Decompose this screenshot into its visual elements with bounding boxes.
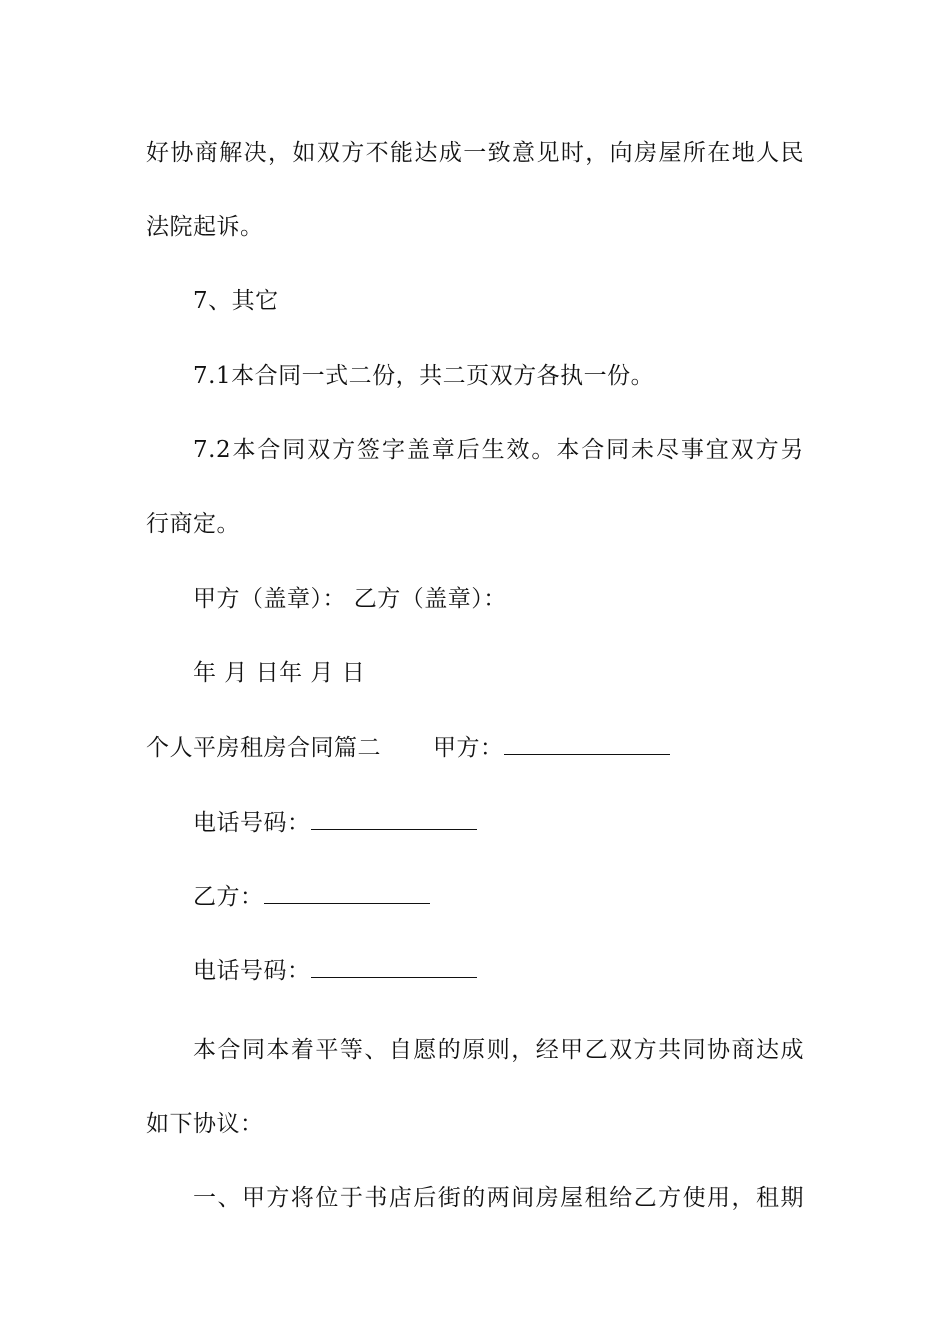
contract-title-row	[146, 733, 670, 763]
paragraph-line: 7.1本合同一式二份，共二页双方各执一份。	[193, 363, 655, 389]
phone-a-label: 电话号码：	[193, 810, 311, 836]
phone-a-blank	[311, 809, 477, 830]
paragraph-line: 7.2本合同双方签字盖章后生效。本合同未尽事宜双方另	[193, 437, 804, 463]
phone-a-row	[193, 808, 477, 838]
paragraph-line: 好协商解决，如双方不能达成一致意见时，向房屋所在地人民	[146, 140, 804, 166]
phone-b-blank	[311, 957, 477, 978]
paragraph-line: 如下协议：	[146, 1111, 264, 1137]
party-a-blank	[504, 734, 670, 755]
paragraph-line: 一、甲方将位于书店后街的两间房屋租给乙方使用，租期	[193, 1185, 804, 1211]
phone-b-row	[193, 956, 477, 986]
paragraph-line: 本合同本着平等、自愿的原则，经甲乙双方共同协商达成	[193, 1037, 804, 1063]
party-a-label: 甲方：	[433, 735, 504, 761]
contract-title: 个人平房租房合同篇二	[146, 735, 381, 761]
party-b-label: 乙方：	[193, 884, 264, 910]
paragraph-line: 行商定。	[146, 511, 240, 537]
party-b-row	[193, 882, 430, 912]
signature-line: 甲方（盖章）： 乙方（盖章）：	[193, 586, 507, 612]
paragraph-line: 法院起诉。	[146, 214, 264, 240]
party-b-blank	[264, 883, 430, 904]
date-line: 年 月 日年 月 日	[193, 660, 366, 686]
phone-b-label: 电话号码：	[193, 958, 311, 984]
section-heading: 7、其它	[193, 288, 279, 314]
